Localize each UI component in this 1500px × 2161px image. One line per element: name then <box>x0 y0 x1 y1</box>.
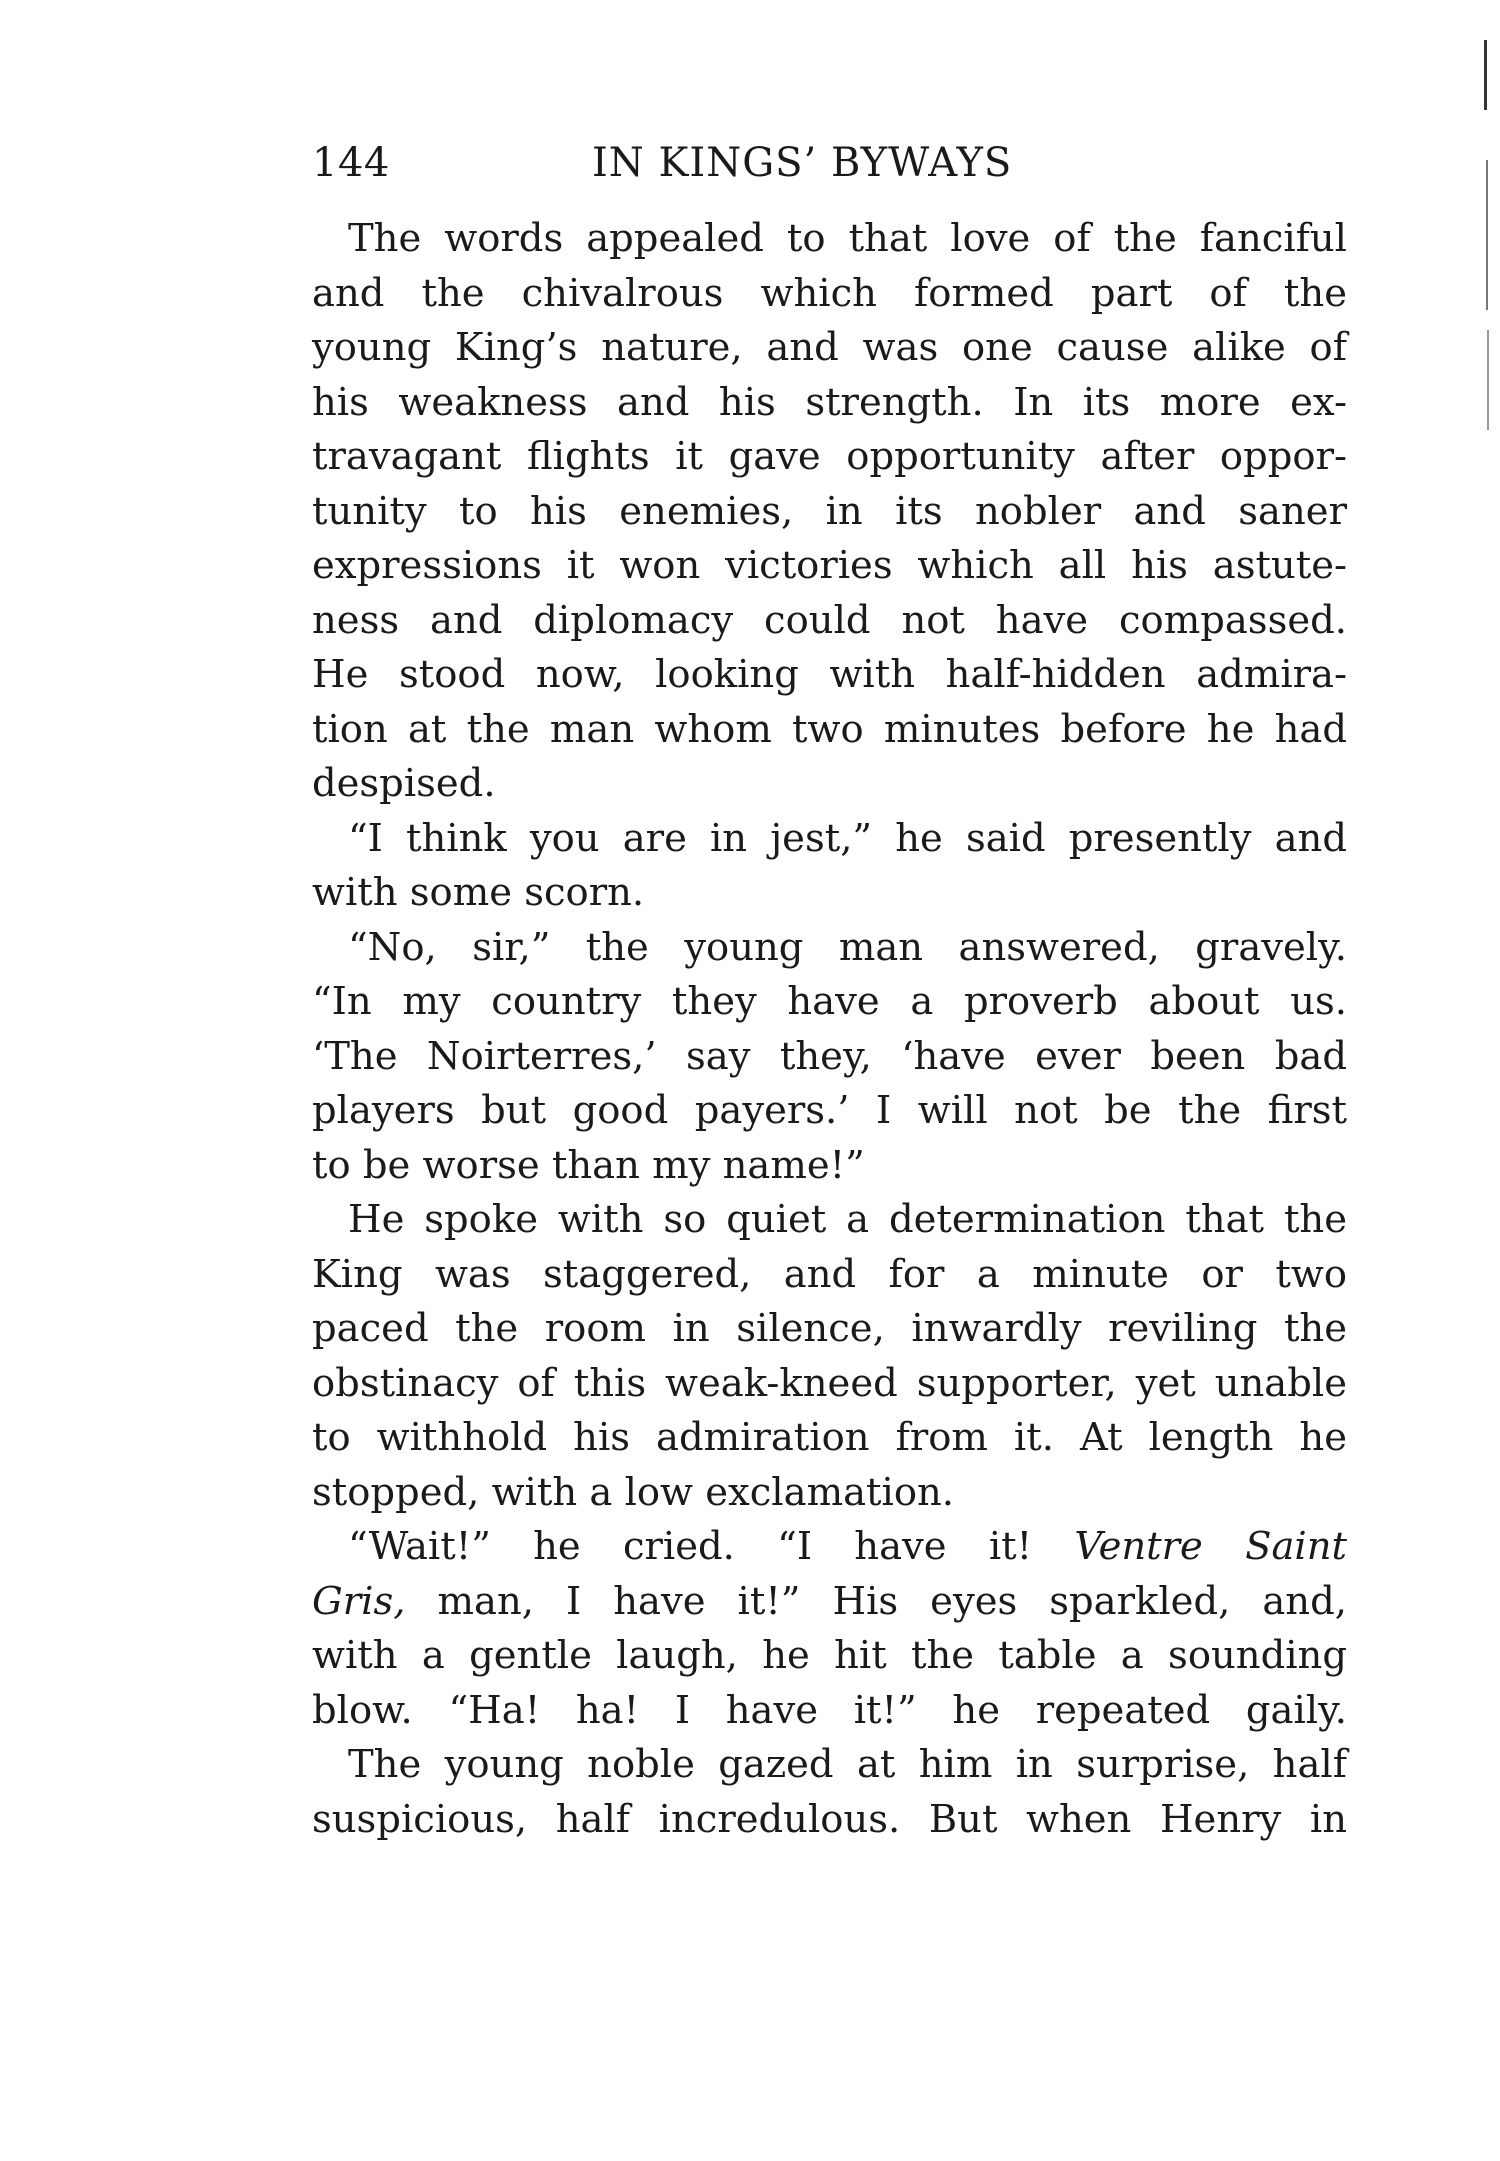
text-line: to be worse than my name!” <box>312 1142 865 1188</box>
paragraph <box>312 1520 1347 1738</box>
text-line: tunity to his enemies, in its nobler and saner <box>312 488 1347 534</box>
page-number: 144 <box>312 140 390 186</box>
text-line: young King’s nature, and was one cause alike of <box>312 325 1347 370</box>
text-line: despised. <box>312 761 496 806</box>
text-line: and the chivalrous which formed part of the <box>312 270 1347 316</box>
page-header <box>312 140 1347 200</box>
text-line: paced the room in silence, inwardly reviling the <box>312 1306 1347 1351</box>
paragraph <box>312 212 1347 812</box>
italic-phrase: Gris, <box>312 1578 406 1624</box>
scan-artifact <box>1486 160 1488 310</box>
text-line: with some scorn. <box>312 870 645 915</box>
text-line: stopped, with a low exclamation. <box>312 1469 955 1515</box>
text-line: King was staggered, and for a minute or two <box>312 1251 1347 1297</box>
text-line: “In my country they have a proverb about us. <box>312 979 1347 1024</box>
text-line: “Wait!” he cried. “I have it! Ventre Saint <box>348 1524 1347 1569</box>
text-line: expressions it won victories which all his astute- <box>312 543 1347 588</box>
paragraph <box>312 1193 1347 1520</box>
paragraph <box>312 812 1347 921</box>
text-line: to withhold his admiration from it. At length he <box>312 1415 1347 1460</box>
text-line: Gris, man, I have it!” His eyes sparkled, and, <box>312 1578 1347 1624</box>
running-title: IN KINGS’ BYWAYS <box>592 140 1013 186</box>
text-line: suspicious, half incredulous. But when Henry in <box>312 1796 1347 1842</box>
text-line: ness and diplomacy could not have compassed. <box>312 597 1347 643</box>
text-line: tion at the man whom two minutes before he had <box>312 706 1347 752</box>
book-page <box>312 140 1347 1847</box>
text-line: He stood now, looking with half-hidden admira- <box>312 652 1347 697</box>
text-line: The words appealed to that love of the fanciful <box>348 216 1347 261</box>
text-line: blow. “Ha! ha! I have it!” he repeated gaily. <box>312 1687 1347 1733</box>
scan-artifact <box>1484 40 1487 110</box>
text-line: “I think you are in jest,” he said presently and <box>348 815 1347 861</box>
text-line: obstinacy of this weak-kneed supporter, yet unable <box>312 1360 1347 1406</box>
paragraph <box>312 1738 1347 1847</box>
text-line: The young noble gazed at him in surprise, half <box>348 1742 1347 1787</box>
text-line: “No, sir,” the young man answered, gravely. <box>348 924 1347 970</box>
text-line: his weakness and his strength. In its more ex- <box>312 379 1347 425</box>
text-line: players but good payers.’ I will not be the first <box>312 1088 1347 1133</box>
scan-artifact <box>1487 330 1489 430</box>
text-line: ‘The Noirterres,’ say they, ‘have ever been bad <box>312 1033 1347 1079</box>
page-body <box>312 212 1347 1847</box>
italic-phrase: Ventre Saint <box>1074 1524 1347 1569</box>
text-line: travagant flights it gave opportunity after oppor- <box>312 434 1347 479</box>
text-line: He spoke with so quiet a determination that the <box>348 1197 1347 1242</box>
paragraph <box>312 921 1347 1194</box>
text-line: with a gentle laugh, he hit the table a sounding <box>312 1633 1347 1678</box>
